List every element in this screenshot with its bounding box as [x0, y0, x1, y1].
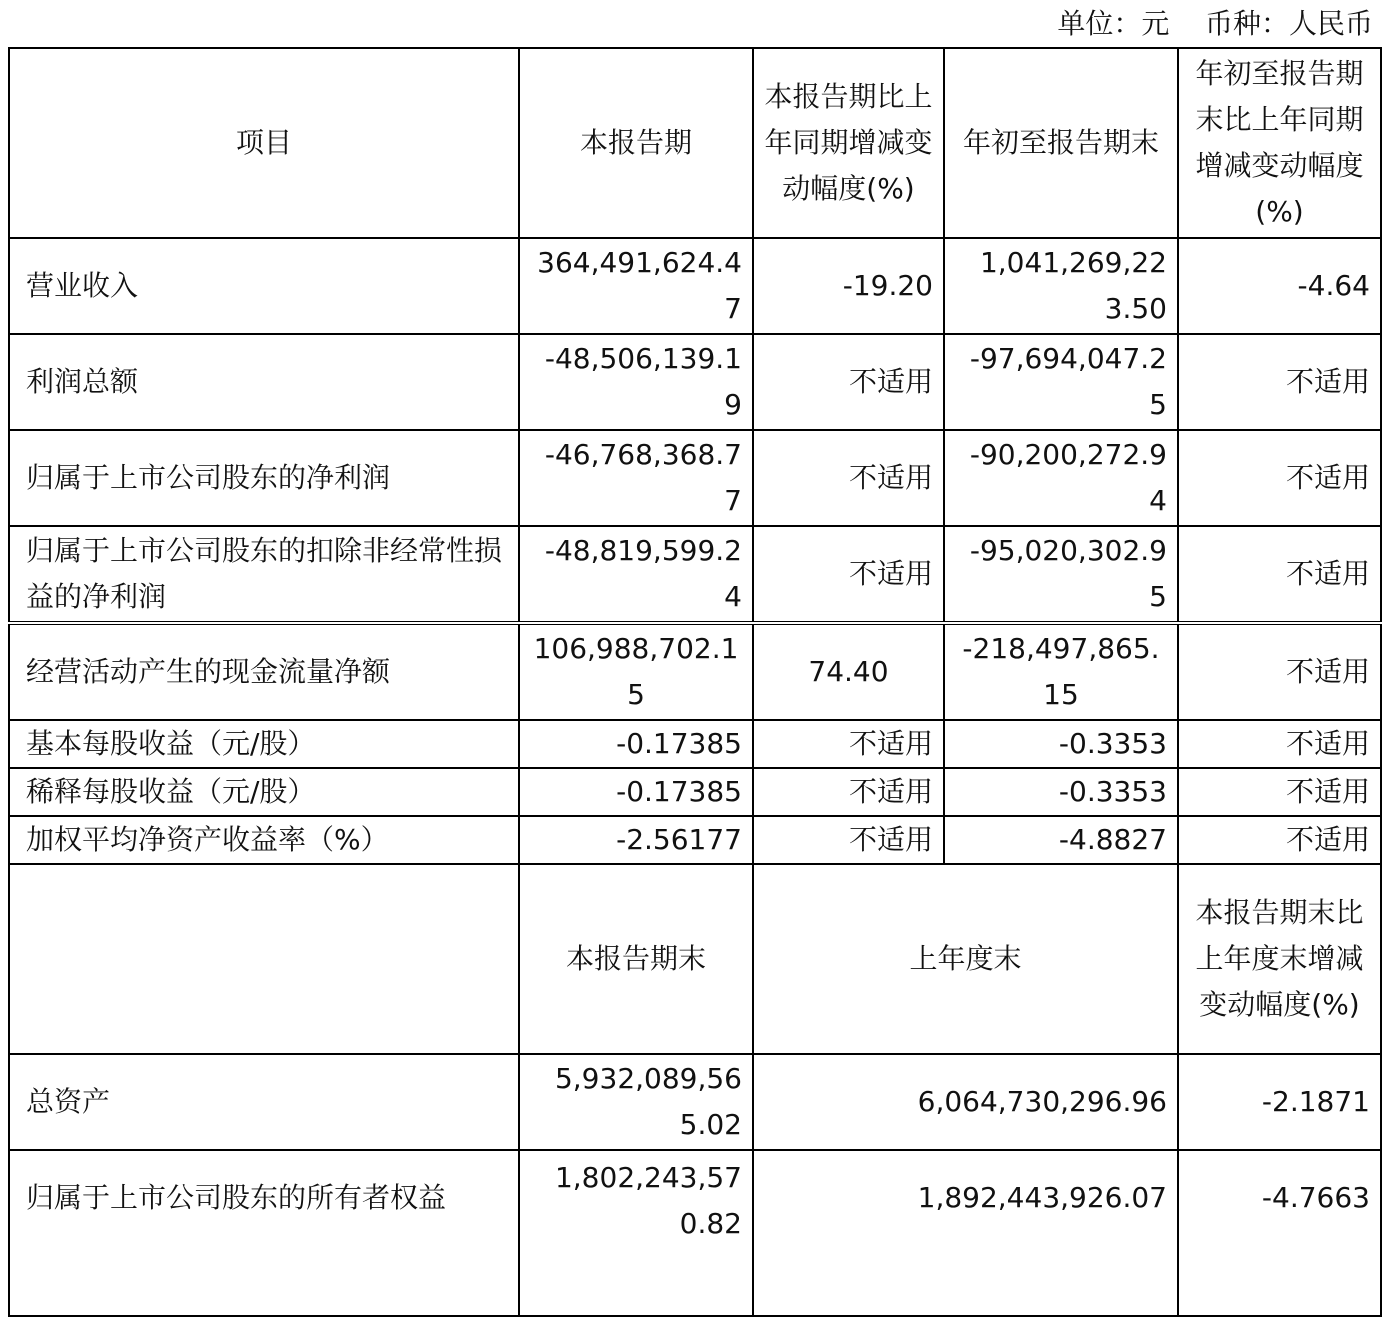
header-period-end-change: 本报告期末比上年度末增减变动幅度(%) [1178, 864, 1381, 1054]
row-ytd: -97,694,047.25 [944, 334, 1178, 430]
row-ytd: 1,041,269,223.50 [944, 238, 1178, 334]
row-current-change: -19.20 [753, 238, 944, 334]
table-row [9, 623, 1381, 720]
row-ytd: -90,200,272.94 [944, 430, 1178, 526]
row-current: -46,768,368.77 [519, 430, 753, 526]
row-current-change: 不适用 [753, 430, 944, 526]
financial-data-table [8, 47, 1382, 1317]
header-current-period: 本报告期 [519, 48, 753, 238]
table-row [9, 1054, 1381, 1150]
row-current: -48,819,599.24 [519, 526, 753, 623]
row-item: 稀释每股收益（元/股） [9, 768, 519, 816]
row-item: 经营活动产生的现金流量净额 [9, 623, 519, 720]
row-item: 基本每股收益（元/股） [9, 720, 519, 768]
row-current: -2.56177 [519, 816, 753, 864]
row-item: 总资产 [9, 1054, 519, 1150]
row-item: 营业收入 [9, 238, 519, 334]
table-row [9, 768, 1381, 816]
row-current: -0.17385 [519, 720, 753, 768]
row-item: 归属于上市公司股东的净利润 [9, 430, 519, 526]
header-item-blank [9, 864, 519, 1054]
row-prior-year-end: 6,064,730,296.96 [753, 1054, 1178, 1150]
row-period-end: 5,932,089,565.02 [519, 1054, 753, 1150]
row-item: 加权平均净资产收益率（%） [9, 816, 519, 864]
header-prior-year-end: 上年度末 [753, 864, 1178, 1054]
row-ytd-change: -4.64 [1178, 238, 1381, 334]
row-change: -4.7663 [1178, 1150, 1381, 1316]
row-change: -2.1871 [1178, 1054, 1381, 1150]
table-row [9, 720, 1381, 768]
table-row [9, 430, 1381, 526]
header-period-end: 本报告期末 [519, 864, 753, 1054]
row-item: 利润总额 [9, 334, 519, 430]
table-header-row [9, 48, 1381, 238]
row-ytd: -4.8827 [944, 816, 1178, 864]
row-item: 归属于上市公司股东的所有者权益 [9, 1150, 519, 1316]
row-current-change: 不适用 [753, 720, 944, 768]
row-current-change: 不适用 [753, 768, 944, 816]
header-current-change: 本报告期比上年同期增减变动幅度(%) [753, 48, 944, 238]
header-ytd: 年初至报告期末 [944, 48, 1178, 238]
table-row [9, 238, 1381, 334]
table-row [9, 526, 1381, 623]
header-ytd-change: 年初至报告期末比上年同期增减变动幅度(%) [1178, 48, 1381, 238]
row-current: 364,491,624.47 [519, 238, 753, 334]
row-ytd: -0.3353 [944, 768, 1178, 816]
row-prior-year-end: 1,892,443,926.07 [753, 1150, 1178, 1316]
row-current: 106,988,702.15 [519, 623, 753, 720]
row-ytd-change: 不适用 [1178, 720, 1381, 768]
row-ytd: -218,497,865.15 [944, 623, 1178, 720]
row-current: -48,506,139.19 [519, 334, 753, 430]
row-current: -0.17385 [519, 768, 753, 816]
table-row [9, 1150, 1381, 1316]
table-row [9, 334, 1381, 430]
table-row [9, 816, 1381, 864]
row-ytd: -95,020,302.95 [944, 526, 1178, 623]
row-ytd-change: 不适用 [1178, 430, 1381, 526]
row-ytd-change: 不适用 [1178, 334, 1381, 430]
unit-currency-note: 单位：元 币种：人民币 [1057, 7, 1373, 40]
row-current-change: 不适用 [753, 334, 944, 430]
row-item: 归属于上市公司股东的扣除非经常性损益的净利润 [9, 526, 519, 623]
row-ytd-change: 不适用 [1178, 816, 1381, 864]
row-ytd-change: 不适用 [1178, 768, 1381, 816]
row-ytd-change: 不适用 [1178, 526, 1381, 623]
header-item: 项目 [9, 48, 519, 238]
table-header-row-balance [9, 864, 1381, 1054]
row-current-change: 不适用 [753, 526, 944, 623]
row-ytd-change: 不适用 [1178, 623, 1381, 720]
row-current-change: 74.40 [753, 623, 944, 720]
row-current-change: 不适用 [753, 816, 944, 864]
row-period-end: 1,802,243,570.82 [519, 1150, 753, 1316]
row-ytd: -0.3353 [944, 720, 1178, 768]
